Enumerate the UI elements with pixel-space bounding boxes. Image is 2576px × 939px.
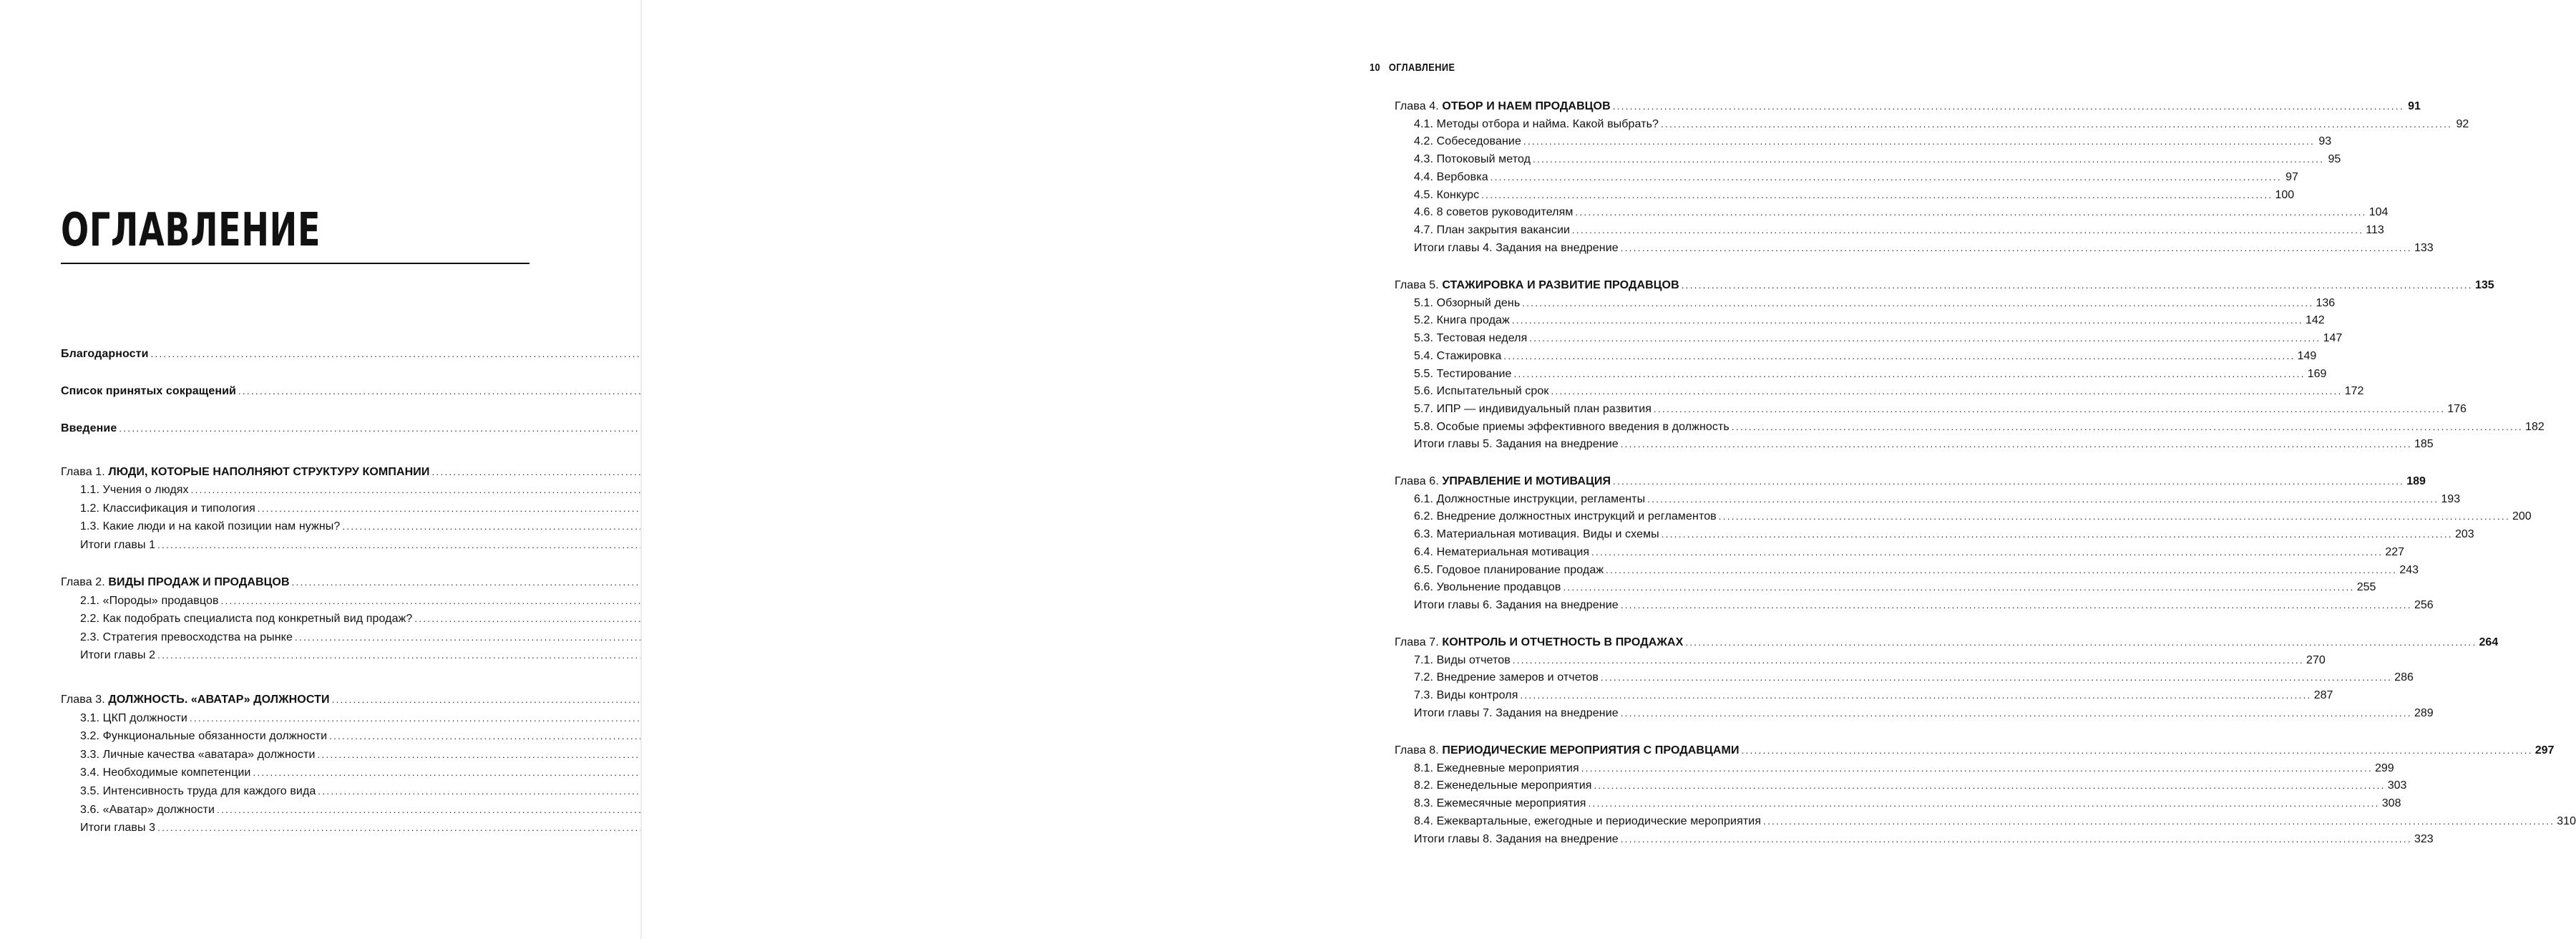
toc-page-number: 142 bbox=[2306, 314, 2325, 327]
toc-leader-dots bbox=[1621, 831, 2412, 849]
toc-subentry bbox=[1395, 169, 2298, 187]
toc-leader-dots bbox=[1685, 634, 2477, 652]
toc-chapter-prefix: Глава 8. bbox=[1395, 744, 1439, 756]
toc-chapter-prefix: Глава 4. bbox=[1395, 100, 1439, 112]
toc-subentry bbox=[1395, 579, 2376, 597]
toc-leader-dots bbox=[1662, 526, 2453, 544]
toc-leader-dots bbox=[1621, 240, 2412, 258]
toc-entry-title: 8.1. Ежедневные мероприятия bbox=[1414, 762, 1579, 774]
toc-leader-dots bbox=[1647, 491, 2439, 509]
toc-page-number: 299 bbox=[2374, 762, 2394, 774]
toc-leader-dots bbox=[1742, 742, 2533, 760]
toc-subentry bbox=[61, 500, 530, 518]
toc-subentry bbox=[1395, 204, 2389, 222]
toc-page-number: 97 bbox=[2285, 170, 2298, 183]
toc-subentry bbox=[61, 802, 530, 819]
toc-subentry bbox=[61, 629, 530, 647]
toc-leader-dots bbox=[1682, 277, 2473, 295]
toc-entry-title: 5.3. Тестовая неделя bbox=[1414, 332, 1528, 345]
toc-entry-title: Итоги главы 5. Задания на внедрение bbox=[1414, 438, 1619, 451]
toc-entry-title: 4.5. Конкурс bbox=[1414, 188, 1480, 201]
toc-leader-dots bbox=[1654, 401, 2445, 419]
toc-subentry bbox=[1395, 652, 2326, 670]
toc-leader-dots bbox=[1601, 669, 2392, 687]
toc-chapter-label: ОТБОР И НАЕМ ПРОДАВЦОВ bbox=[1442, 100, 1611, 112]
toc-chapter-label: СТАЖИРОВКА И РАЗВИТИЕ ПРОДАВЦОВ bbox=[1442, 279, 1679, 291]
toc-page-number: 270 bbox=[2306, 653, 2326, 666]
toc-entry bbox=[61, 420, 530, 438]
toc-page-number: 256 bbox=[2414, 598, 2434, 611]
toc-page-number: 92 bbox=[2456, 117, 2469, 130]
toc-subentry bbox=[1395, 366, 2327, 384]
toc-subentry bbox=[61, 518, 530, 536]
toc-chapter-title bbox=[1395, 277, 1679, 295]
toc-entry-title: 5.7. ИПР — индивидуальный план развития bbox=[1414, 402, 1652, 415]
toc-leader-dots bbox=[1581, 760, 2373, 778]
toc-subentry bbox=[1395, 295, 2336, 313]
toc-subentry bbox=[1395, 544, 2405, 562]
toc-leader-dots bbox=[1512, 312, 2303, 330]
toc-page-number: 200 bbox=[2512, 510, 2532, 523]
toc-subentry bbox=[61, 610, 530, 628]
toc-entry-title: 6.3. Материальная мотивация. Виды и схемы bbox=[1414, 528, 1659, 541]
toc-entry-title: 3.3. Личные качества «аватара» должности bbox=[80, 748, 316, 761]
toc-page-number: 182 bbox=[2525, 420, 2545, 433]
toc-entry-title: Итоги главы 4. Задания на внедрение bbox=[1414, 241, 1619, 254]
toc-chapter-entry bbox=[61, 574, 530, 592]
toc-subentry bbox=[61, 537, 530, 555]
toc-leader-dots bbox=[1521, 687, 2312, 705]
toc-subentry bbox=[1395, 526, 2474, 544]
toc-leader-dots bbox=[1491, 169, 2282, 187]
page-title: ОГЛАВЛЕНИЕ bbox=[61, 204, 321, 257]
toc-entry bbox=[61, 346, 530, 364]
toc-leader-dots bbox=[1522, 295, 2313, 313]
toc-page-number: 203 bbox=[2454, 528, 2474, 541]
toc-page-number: 169 bbox=[2307, 367, 2327, 380]
toc-subentry bbox=[1395, 419, 2545, 437]
toc-chapter-label: ВИДЫ ПРОДАЖ И ПРОДАВЦОВ bbox=[108, 576, 290, 588]
toc-chapter-prefix: Глава 2. bbox=[61, 576, 105, 588]
toc-subentry bbox=[61, 728, 530, 746]
toc-page-number: 264 bbox=[2479, 636, 2499, 648]
toc-subentry bbox=[1395, 151, 2341, 169]
toc-leader-dots bbox=[1613, 98, 2404, 116]
toc-leader-dots bbox=[1621, 436, 2412, 454]
toc-subentry bbox=[1395, 687, 2333, 705]
toc-leader-dots bbox=[1621, 597, 2412, 615]
toc-page-number: 135 bbox=[2474, 279, 2494, 291]
toc-chapter-entry bbox=[61, 464, 530, 482]
toc-leader-dots bbox=[1523, 133, 2315, 151]
toc-chapter-prefix: Глава 1. bbox=[61, 466, 105, 478]
toc-leader-dots bbox=[1481, 187, 2273, 205]
toc-subentry bbox=[1395, 348, 2317, 366]
toc-chapter-entry bbox=[61, 691, 530, 709]
toc-leader-dots bbox=[1533, 151, 2324, 169]
toc-entry-title: 2.2. Как подобрать специалиста под конкретный вид продаж? bbox=[80, 613, 413, 625]
toc-entry-title: 1.3. Какие люди и на какой позиции нам нужны? bbox=[80, 520, 341, 533]
toc-entry-title: 5.8. Особые приемы эффективного введения в должность bbox=[1414, 420, 1729, 433]
toc-entry-title: 7.2. Внедрение замеров и отчетов bbox=[1414, 671, 1599, 684]
toc-chapter-title bbox=[1395, 742, 1740, 760]
toc-entry-title: 3.5. Интенсивность труда для каждого вида bbox=[80, 785, 316, 797]
toc-subentry bbox=[1395, 669, 2414, 687]
toc-leader-dots bbox=[1719, 508, 2510, 526]
toc-entry-title: 5.1. Обзорный день bbox=[1414, 296, 1521, 309]
toc-subentry bbox=[1395, 240, 2434, 258]
toc-leader-dots bbox=[1514, 366, 2306, 384]
toc-page-number: 172 bbox=[2344, 385, 2364, 398]
toc-entry-title: 4.6. 8 советов руководителям bbox=[1414, 206, 1574, 219]
toc-entry-title: 4.2. Собеседование bbox=[1414, 135, 1521, 148]
toc-entry-title: 8.3. Ежемесячные мероприятия bbox=[1414, 797, 1586, 810]
toc-entry-title: 4.7. План закрытия вакансии bbox=[1414, 223, 1571, 236]
toc-page-number: 176 bbox=[2447, 402, 2467, 415]
toc-entry bbox=[61, 383, 530, 401]
toc-page-number: 133 bbox=[2414, 241, 2434, 254]
toc-entry-title: Итоги главы 1 bbox=[80, 538, 156, 551]
toc-page-number: 189 bbox=[2406, 475, 2426, 487]
toc-chapter-entry bbox=[1395, 98, 2421, 116]
toc-leader-dots bbox=[1572, 222, 2363, 240]
toc-entry-title: 5.2. Книга продаж bbox=[1414, 314, 1510, 327]
toc-entry-title: 1.2. Классификация и типология bbox=[80, 502, 255, 515]
toc-chapter-title bbox=[61, 464, 429, 482]
toc-page-number: 287 bbox=[2313, 689, 2333, 702]
toc-entry-title: 1.1. Учения о людях bbox=[80, 484, 189, 497]
toc-page-number: 289 bbox=[2414, 706, 2434, 719]
toc-subentry bbox=[1395, 312, 2325, 330]
toc-leader-dots bbox=[1732, 419, 2523, 437]
toc-entry-title: 4.1. Методы отбора и найма. Какой выбрать? bbox=[1414, 117, 1659, 130]
toc-page-number: 243 bbox=[2399, 563, 2419, 576]
toc-subentry bbox=[61, 819, 530, 837]
toc-subentry bbox=[1395, 813, 2576, 831]
toc-subentry bbox=[1395, 491, 2461, 509]
toc-subentry bbox=[1395, 508, 2532, 526]
toc-entry-title: Итоги главы 8. Задания на внедрение bbox=[1414, 832, 1619, 845]
toc-chapter-title bbox=[61, 574, 290, 592]
toc-chapter-label: ПЕРИОДИЧЕСКИЕ МЕРОПРИЯТИЯ С ПРОДАВЦАМИ bbox=[1442, 744, 1740, 756]
toc-subentry bbox=[1395, 330, 2343, 348]
right-page bbox=[642, 0, 2576, 939]
toc-chapter-title bbox=[1395, 98, 1611, 116]
toc-subentry bbox=[61, 783, 530, 801]
toc-chapter-label: КОНТРОЛЬ И ОТЧЕТНОСТЬ В ПРОДАЖАХ bbox=[1442, 636, 1684, 648]
toc-leader-dots bbox=[1613, 473, 2404, 491]
toc-page-number: 95 bbox=[2328, 153, 2341, 166]
toc-chapter-title bbox=[1395, 473, 1611, 491]
running-head bbox=[1370, 62, 1455, 74]
toc-page-number: 323 bbox=[2414, 832, 2434, 845]
toc-chapter-title bbox=[61, 691, 330, 709]
toc-leader-dots bbox=[1621, 705, 2412, 723]
toc-page-number: 136 bbox=[2316, 296, 2336, 309]
toc-entry-title: Итоги главы 2 bbox=[80, 649, 156, 661]
toc-entry-title: Итоги главы 7. Задания на внедрение bbox=[1414, 706, 1619, 719]
toc-entry-title: Введение bbox=[61, 422, 117, 434]
toc-entry-title: 2.1. «Породы» продавцов bbox=[80, 594, 219, 607]
toc-page-number: 147 bbox=[2323, 332, 2343, 345]
title-rule bbox=[61, 263, 530, 264]
toc-entry-title: 7.3. Виды контроля bbox=[1414, 689, 1518, 702]
toc-subentry bbox=[1395, 795, 2401, 813]
toc-entry-title: 3.2. Функциональные обязанности должности bbox=[80, 730, 328, 743]
toc-subentry bbox=[61, 482, 530, 500]
toc-entry-title: Итоги главы 6. Задания на внедрение bbox=[1414, 598, 1619, 611]
toc-entry-title: 6.1. Должностные инструкции, регламенты bbox=[1414, 492, 1646, 505]
toc-page-number: 297 bbox=[2534, 744, 2555, 756]
toc-entry-title: 5.6. Испытательный срок bbox=[1414, 385, 1549, 398]
toc-chapter-entry bbox=[1395, 277, 2494, 295]
toc-subentry bbox=[1395, 831, 2434, 849]
toc-entry-title: 5.4. Стажировка bbox=[1414, 349, 1502, 362]
toc-leader-dots bbox=[1763, 813, 2555, 831]
toc-leader-dots bbox=[1513, 652, 2304, 670]
toc-subentry bbox=[1395, 436, 2434, 454]
toc-subentry bbox=[61, 647, 530, 665]
toc-entry-title: Благодарности bbox=[61, 348, 149, 360]
running-head-page-number: 10 bbox=[1370, 62, 1381, 74]
toc-subentry bbox=[1395, 597, 2434, 615]
toc-leader-dots bbox=[1594, 777, 2386, 795]
toc-page-number: 93 bbox=[2318, 135, 2332, 148]
toc-leader-dots bbox=[1551, 383, 2343, 401]
toc-subentry bbox=[1395, 705, 2434, 723]
left-page bbox=[0, 0, 640, 939]
toc-entry-title: 5.5. Тестирование bbox=[1414, 367, 1512, 380]
toc-subentry bbox=[1395, 133, 2332, 151]
toc-page-number: 91 bbox=[2408, 100, 2421, 112]
toc-page-number: 308 bbox=[2381, 797, 2401, 810]
toc-leader-dots bbox=[1563, 579, 2355, 597]
toc-chapter-entry bbox=[1395, 473, 2426, 491]
toc-entry-title: 7.1. Виды отчетов bbox=[1414, 653, 1511, 666]
toc-subentry bbox=[1395, 562, 2419, 580]
toc-subentry bbox=[61, 764, 530, 782]
toc-page-number: 113 bbox=[2366, 223, 2384, 236]
toc-leader-dots bbox=[1606, 562, 2397, 580]
toc-subentry bbox=[1395, 222, 2384, 240]
toc-entry-title: Итоги главы 3 bbox=[80, 822, 156, 835]
toc-leader-dots bbox=[1529, 330, 2321, 348]
toc-entry-title: Список принятых сокращений bbox=[61, 385, 236, 397]
toc-page-number: 193 bbox=[2441, 492, 2461, 505]
toc-entry-title: 6.2. Внедрение должностных инструкций и регламентов bbox=[1414, 510, 1717, 523]
toc-entry-title: 3.4. Необходимые компетенции bbox=[80, 767, 251, 779]
toc-leader-dots bbox=[1576, 204, 2367, 222]
toc-entry-title: 6.6. Увольнение продавцов bbox=[1414, 581, 1561, 594]
toc-subentry bbox=[61, 593, 530, 610]
toc-chapter-prefix: Глава 5. bbox=[1395, 279, 1439, 291]
toc-entry-title: 4.3. Потоковый метод bbox=[1414, 153, 1531, 166]
toc-chapter-label: УПРАВЛЕНИЕ И МОТИВАЦИЯ bbox=[1442, 475, 1611, 487]
toc-chapter-label: ДОЛЖНОСТЬ. «АВАТАР» ДОЛЖНОСТИ bbox=[108, 694, 330, 706]
toc-page-number: 310 bbox=[2557, 814, 2576, 827]
toc-entry-title: 6.5. Годовое планирование продаж bbox=[1414, 563, 1604, 576]
toc-entry-title: 6.4. Нематериальная мотивация bbox=[1414, 545, 1590, 558]
toc-page-number: 255 bbox=[2356, 581, 2376, 594]
toc-subentry bbox=[1395, 401, 2467, 419]
toc-entry-title: 3.1. ЦКП должности bbox=[80, 711, 187, 724]
toc-subentry bbox=[1395, 760, 2394, 778]
toc-page-number: 100 bbox=[2275, 188, 2295, 201]
toc-chapter-entry bbox=[1395, 742, 2555, 760]
running-head-title: ОГЛАВЛЕНИЕ bbox=[1388, 62, 1455, 74]
toc-page-number: 303 bbox=[2387, 779, 2407, 792]
toc-subentry bbox=[61, 746, 530, 764]
toc-chapter-prefix: Глава 6. bbox=[1395, 475, 1439, 487]
toc-subentry bbox=[1395, 187, 2295, 205]
toc-chapter-entry bbox=[1395, 634, 2499, 652]
toc-page-number: 104 bbox=[2368, 206, 2389, 219]
toc-page-number: 286 bbox=[2394, 671, 2414, 684]
toc-entry-title: 3.6. «Аватар» должности bbox=[80, 803, 215, 816]
toc-entry-title: 2.3. Стратегия превосходства на рынке bbox=[80, 631, 293, 643]
toc-page-number: 227 bbox=[2385, 545, 2405, 558]
toc-page-number: 185 bbox=[2414, 438, 2434, 451]
toc-page-number: 149 bbox=[2297, 349, 2317, 362]
toc-subentry bbox=[1395, 116, 2469, 134]
toc-chapter-prefix: Глава 3. bbox=[61, 694, 105, 706]
toc-entry-title: 8.2. Еженедельные мероприятия bbox=[1414, 779, 1592, 792]
toc-leader-dots bbox=[1503, 348, 2295, 366]
toc-entry-title: 4.4. Вербовка bbox=[1414, 170, 1488, 183]
toc-chapter-title bbox=[1395, 634, 1683, 652]
toc-subentry bbox=[1395, 383, 2364, 401]
toc-subentry bbox=[1395, 777, 2407, 795]
toc-leader-dots bbox=[1589, 795, 2380, 813]
toc-chapter-prefix: Глава 7. bbox=[1395, 636, 1439, 648]
toc-entry-title: 8.4. Ежеквартальные, ежегодные и периодические мероприятия bbox=[1414, 814, 1762, 827]
toc-chapter-label: ЛЮДИ, КОТОРЫЕ НАПОЛНЯЮТ СТРУКТУРУ КОМПАНИИ bbox=[108, 466, 430, 478]
toc-leader-dots bbox=[1661, 116, 2452, 134]
toc-subentry bbox=[61, 710, 530, 728]
toc-leader-dots bbox=[1591, 544, 2383, 562]
